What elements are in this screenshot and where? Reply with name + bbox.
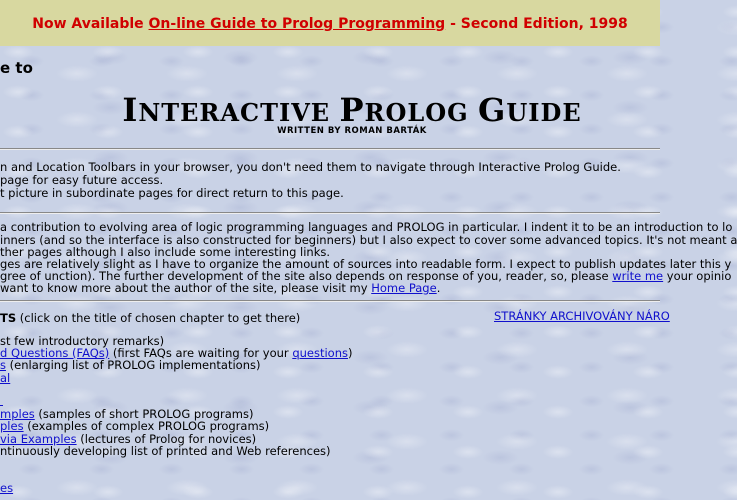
para-line-4: ges are relatively slight as I have to organize the amount of sources into readable form. I expect to publish updates later this y <box>0 257 732 271</box>
divider-1 <box>0 148 660 150</box>
toc-item-text: ) <box>348 346 353 360</box>
welcome-heading: e to <box>0 59 33 77</box>
toc-item-text: (samples of short PROLOG programs) <box>34 407 254 421</box>
title-part-3: UIDE <box>506 98 582 127</box>
toc-link-last[interactable]: es <box>0 481 14 495</box>
intro-line-3: t picture in subordinate pages for direct return to this page. <box>0 186 344 200</box>
toc-item-text: (first FAQs are waiting for your <box>109 346 293 360</box>
archive-badge-link[interactable]: STRÁNKY ARCHIVOVÁNY NÁRO <box>494 309 670 323</box>
questions-link[interactable]: questions <box>292 346 348 360</box>
toc-link-partial[interactable] <box>0 395 3 406</box>
title-part-2: ROLOG <box>364 98 479 127</box>
para-line-1: a contribution to evolving area of logic programming languages and PROLOG in particular. I indent it to be an introduction to lo <box>0 220 733 234</box>
toc-link-tutorial[interactable]: al <box>0 371 11 385</box>
toc-item-text: (lectures of Prolog for novices) <box>76 432 257 446</box>
title-cap-i: I <box>122 91 139 129</box>
toc-item-complex-examples <box>0 419 269 433</box>
title-cap-g: G <box>478 91 507 129</box>
toc-link-faq[interactable]: d Questions (FAQs) <box>0 346 110 360</box>
contents-note: (click on the title of chosen chapter to get there) <box>16 311 301 325</box>
toc-item-text: ntinuously developing list of printed and Web references) <box>0 444 331 458</box>
banner-prefix: Now Available <box>32 16 149 32</box>
home-page-link[interactable]: Home Page <box>371 281 437 295</box>
para-line-5-text: gree of unction). The further development of the site also depends on response of you, reader, so, please <box>0 269 613 283</box>
contents-heading <box>0 311 300 325</box>
para-line-6 <box>0 281 440 295</box>
contents-title: TS <box>0 311 17 325</box>
divider-2 <box>0 212 660 214</box>
toc-item-text: (examples of complex PROLOG programs) <box>23 419 270 433</box>
intro-line-2: page for easy future access. <box>0 173 164 187</box>
divider-3 <box>0 300 660 302</box>
banner-text <box>0 16 660 32</box>
toc-item-last <box>0 481 13 495</box>
toc-item-text: st few introductory remarks) <box>0 334 165 348</box>
intro-line-1: n and Location Toolbars in your browser, you don't need them to navigate through Interactive Prolog Guide. <box>0 160 621 174</box>
para-line-5-tail: your opinio <box>663 269 732 283</box>
write-me-link[interactable]: write me <box>612 269 664 283</box>
guide-link[interactable]: On-line Guide to Prolog Programming <box>148 16 446 32</box>
page-title <box>0 91 704 129</box>
banner-suffix: - Second Edition, 1998 <box>445 16 628 32</box>
toc-link-short-samples[interactable]: mples <box>0 407 35 421</box>
announcement-banner <box>0 0 660 46</box>
para-line-6-text: want to know more about the author of the site, please visit my <box>0 281 372 295</box>
toc-link-lectures[interactable]: via Examples <box>0 432 77 446</box>
title-cap-p: P <box>339 91 365 129</box>
author-subtitle: WRITTEN BY ROMAN BARTÁK <box>277 126 427 136</box>
toc-item-text: (enlarging list of PROLOG implementations) <box>6 358 261 372</box>
toc-item-tutorial <box>0 371 10 385</box>
para-line-6-tail: . <box>436 281 441 295</box>
toc-link-complex-examples[interactable]: ples <box>0 419 24 433</box>
title-part-1: NTERACTIVE <box>138 98 340 127</box>
toc-item-references <box>0 444 331 458</box>
para-line-3: ther pages although I also include some interesting links. <box>0 245 331 259</box>
toc-link-implementations[interactable]: s <box>0 358 6 372</box>
para-line-2: inners (and so the interface is also constructed for beginners) but I also expect to cover some advanced topics. It's not meant a <box>0 233 737 247</box>
toc-item-implementations <box>0 358 261 372</box>
